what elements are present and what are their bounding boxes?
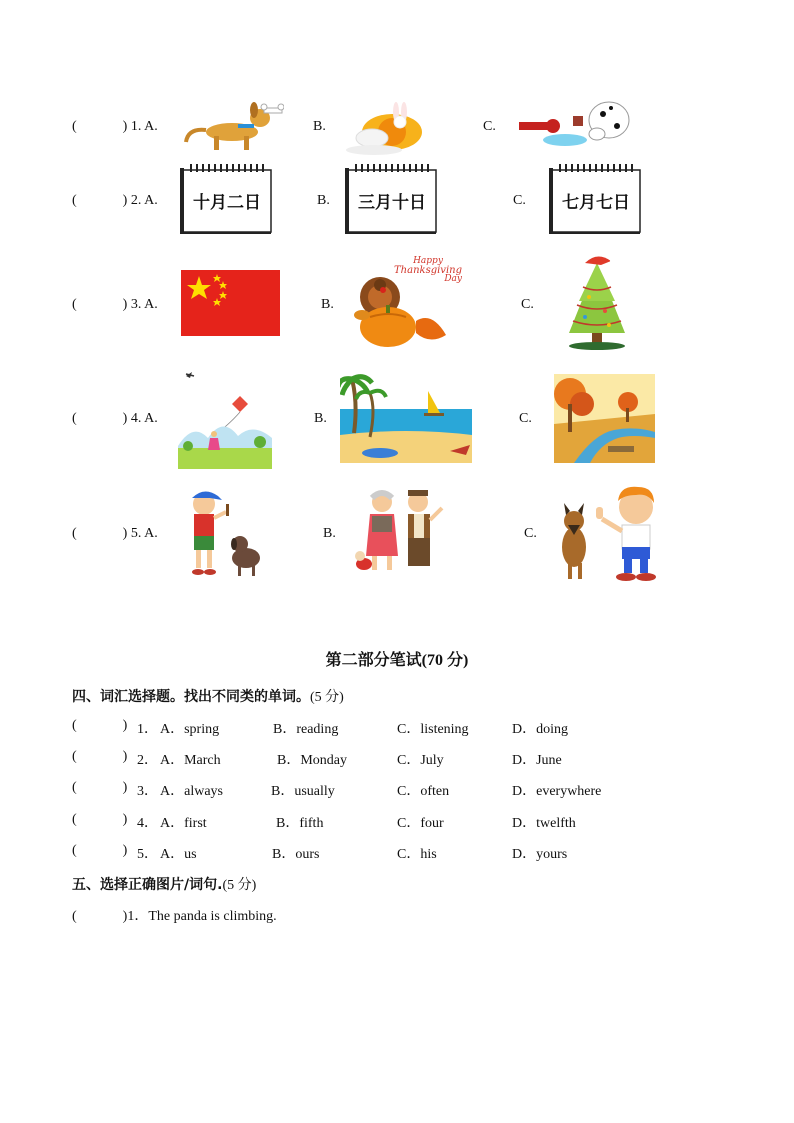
choice-c[interactable]: C．his (397, 847, 437, 862)
answer-paren-2[interactable]: ( ) 2. A. (72, 193, 158, 208)
choice-b[interactable]: B．reading (273, 722, 339, 737)
choice-a[interactable]: A．us (160, 847, 197, 862)
choice-c[interactable]: C．July (397, 753, 444, 768)
calendar-option-a[interactable] (180, 162, 274, 235)
rabbit-mooncake-picture[interactable] (344, 98, 440, 156)
item-number: 2． (137, 753, 158, 768)
option-label: B. (314, 411, 327, 426)
item-number: 4． (137, 816, 158, 831)
choice-b[interactable]: B．ours (272, 847, 320, 862)
choice-a[interactable]: A．first (160, 816, 207, 831)
spring-kite-picture[interactable] (178, 366, 272, 469)
option-label: C. (524, 526, 537, 541)
christmas-tree-picture[interactable] (561, 253, 633, 351)
answer-blank[interactable]: ( ) (72, 780, 128, 795)
choice-d[interactable]: D．twelfth (512, 816, 576, 831)
answer-blank[interactable]: ( ) (72, 718, 128, 733)
part-two-title: 第二部分笔试(70 分) (325, 652, 469, 669)
choice-a[interactable]: A．always (160, 784, 223, 799)
option-label: C. (483, 119, 496, 134)
boy-with-dog-picture[interactable] (180, 486, 265, 578)
grandparents-picture[interactable] (352, 486, 448, 578)
calendar-option-b[interactable] (345, 162, 439, 235)
choice-d[interactable]: D．everywhere (512, 784, 602, 799)
thanksgiving-sign: Happy Thanksgiving Day (394, 256, 462, 284)
choice-a[interactable]: A．March (160, 753, 221, 768)
answer-blank[interactable]: ( ) (72, 812, 128, 827)
answer-paren-1[interactable]: ( ) 1. A. (72, 119, 158, 134)
question-text: The panda is climbing. (148, 909, 277, 924)
item-number: 3． (137, 784, 158, 799)
dog-with-bone-picture[interactable] (180, 98, 284, 152)
section5-heading: 五、选择正确图片/词句.(5 分) (72, 877, 257, 893)
calendar-date: 十月二日 (193, 193, 261, 213)
section4-heading: 四、词汇选择题。找出不同类的单词。(5 分) (72, 689, 344, 705)
thanksgiving-picture[interactable] (350, 255, 462, 350)
option-label: B. (321, 297, 334, 312)
choice-d[interactable]: D．yours (512, 847, 568, 862)
choice-c[interactable]: C．often (397, 784, 450, 799)
answer-paren-4[interactable]: ( ) 4. A. (72, 411, 158, 426)
option-label: B. (313, 119, 326, 134)
option-label: C. (519, 411, 532, 426)
answer-blank[interactable]: ( ) (72, 843, 128, 858)
calendar-option-c[interactable] (549, 162, 643, 235)
choice-b[interactable]: B．fifth (276, 816, 324, 831)
dog-and-boy-thumbs-up-picture[interactable] (558, 485, 666, 583)
choice-b[interactable]: B．usually (271, 784, 335, 799)
option-label: B. (323, 526, 336, 541)
summer-beach-picture[interactable] (340, 373, 472, 463)
option-label: C. (513, 193, 526, 208)
choice-a[interactable]: A．spring (160, 722, 220, 737)
choice-c[interactable]: C．four (397, 816, 444, 831)
option-label: C. (521, 297, 534, 312)
option-label: B. (317, 193, 330, 208)
section5-item-1[interactable]: ( )1．The panda is climbing. (72, 909, 277, 924)
choice-b[interactable]: B．Monday (277, 753, 347, 768)
dalmatian-firecracker-picture[interactable] (515, 96, 639, 154)
calendar-date: 三月十日 (358, 193, 426, 213)
answer-paren-3[interactable]: ( ) 3. A. (72, 297, 158, 312)
autumn-picture[interactable] (554, 374, 655, 463)
answer-paren-5[interactable]: ( ) 5. A. (72, 526, 158, 541)
choice-d[interactable]: D．doing (512, 722, 568, 737)
answer-blank[interactable]: ( ) (72, 749, 128, 764)
china-flag-picture[interactable] (181, 270, 280, 336)
choice-c[interactable]: C．listening (397, 722, 469, 737)
item-number: 1． (137, 722, 158, 737)
calendar-date: 七月七日 (562, 193, 630, 213)
item-number: 5． (137, 847, 158, 862)
choice-d[interactable]: D．June (512, 753, 562, 768)
